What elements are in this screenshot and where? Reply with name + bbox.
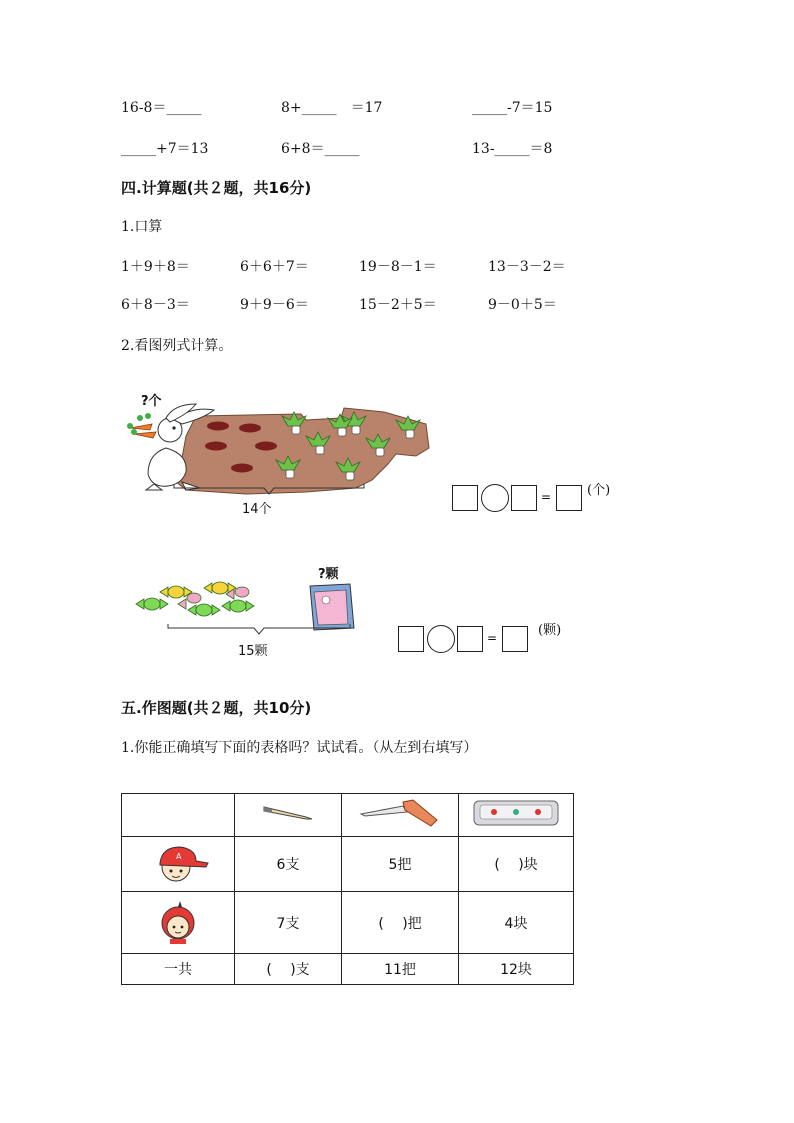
pencil-box-icon <box>472 797 560 829</box>
mental-math-7: 15－2＋5＝ <box>359 297 437 313</box>
rabbit-carrot-field-illustration <box>126 388 431 496</box>
section-5-heading: 五.作图题(共２题，共10分) <box>121 699 312 717</box>
table-cell: 4块 <box>459 892 574 954</box>
table-cell: 6支 <box>235 837 342 892</box>
pic1-answer-box-2[interactable] <box>511 485 537 511</box>
table-cell: 7支 <box>235 892 342 954</box>
table-cell: 11把 <box>342 954 459 985</box>
mental-math-6: 9＋9－6＝ <box>240 297 309 313</box>
blank-eq-1: 16-8＝_____ <box>121 100 202 116</box>
folding-knife-icon <box>357 796 443 830</box>
boy-with-cap-avatar <box>146 841 210 883</box>
mental-math-2: 6＋6＋7＝ <box>240 259 309 275</box>
blank-eq-5: 6+8＝_____ <box>281 141 360 157</box>
table-cell[interactable]: ( )块 <box>459 837 574 892</box>
mental-math-1: 1＋9＋8＝ <box>121 259 190 275</box>
pic2-answer-box-1[interactable] <box>398 626 424 652</box>
section-5-q1-label: 1.你能正确填写下面的表格吗？试试看。（从左到右填写） <box>121 740 478 756</box>
total-label-cell: 一共 <box>122 954 235 985</box>
mental-math-3: 19－8－1＝ <box>359 259 437 275</box>
pic1-answer-box-3[interactable] <box>556 485 582 511</box>
pic2-question-label: ?颗 <box>318 567 339 582</box>
svg-text:A: A <box>176 852 182 861</box>
girl-avatar <box>154 897 202 945</box>
pic1-total-label: 14个 <box>242 502 272 517</box>
table-row <box>122 892 574 954</box>
knife-header-cell <box>342 794 459 837</box>
table-cell[interactable]: ( )把 <box>342 892 459 954</box>
table-cell: 5把 <box>342 837 459 892</box>
q2-label: 2.看图列式计算。 <box>121 338 233 354</box>
pic2-total-label: 15颗 <box>238 644 268 659</box>
pic1-unit: (个) <box>587 483 611 498</box>
pic2-answer-box-2[interactable] <box>457 626 483 652</box>
pencil-header-cell <box>235 794 342 837</box>
count-table <box>121 793 574 985</box>
pencil-box-header-cell <box>459 794 574 837</box>
table-row <box>122 837 574 892</box>
pic1-operator-circle[interactable] <box>481 484 509 512</box>
mental-math-5: 6＋8－3＝ <box>121 297 190 313</box>
blank-eq-3: _____-7＝15 <box>472 100 553 116</box>
blank-eq-4: _____+7＝13 <box>121 141 209 157</box>
q1-label: 1.口算 <box>121 219 163 235</box>
table-cell[interactable]: ( )支 <box>235 954 342 985</box>
pencil-icon <box>260 803 316 823</box>
pic2-operator-circle[interactable] <box>427 625 455 653</box>
table-corner-cell <box>122 794 235 837</box>
girl-cell <box>122 892 235 954</box>
boy-cap-cell <box>122 837 235 892</box>
pic2-equals-sign: = <box>487 631 498 645</box>
mental-math-8: 9－0＋5＝ <box>488 297 557 313</box>
section-4-heading: 四.计算题(共２题，共16分) <box>121 179 312 197</box>
table-cell: 12块 <box>459 954 574 985</box>
blank-eq-6: 13-_____＝8 <box>472 141 553 157</box>
pic2-answer-box-3[interactable] <box>502 626 528 652</box>
mental-math-4: 13－3－2＝ <box>488 259 566 275</box>
pic2-unit: (颗) <box>538 623 562 638</box>
table-total-row <box>122 954 574 985</box>
pic1-answer-box-1[interactable] <box>452 485 478 511</box>
pic1-question-label: ?个 <box>141 394 162 409</box>
blank-eq-2: 8+_____ ＝17 <box>281 100 383 116</box>
table-header-row <box>122 794 574 837</box>
pic1-equals-sign: = <box>541 490 552 504</box>
